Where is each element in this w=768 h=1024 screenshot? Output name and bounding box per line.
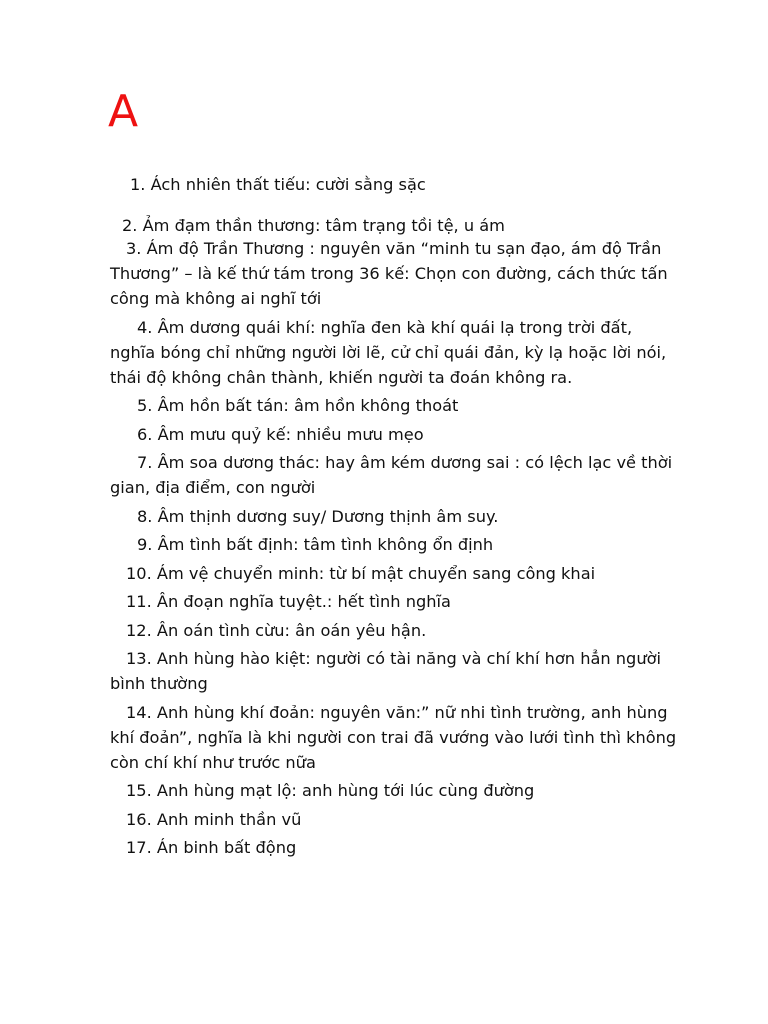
- list-item-number: 1.: [130, 175, 146, 194]
- list-item-text: Ám độ Trần Thương : nguyên văn “minh tu sạn đạo, ám độ Trần Thương” – là kế thứ tám trong 36 kế: Chọn con đường, cách thức tấn công mà không ai nghĩ tới: [110, 239, 668, 308]
- list-item-number: 15.: [126, 781, 152, 800]
- list-item-number: 5.: [137, 396, 153, 415]
- list-item: [110, 835, 680, 860]
- list-item-text: Âm dương quái khí: nghĩa đen kà khí quái lạ trong trời đất, nghĩa bóng chỉ những người lời lẽ, cử chỉ quái đản, kỳ lạ hoặc lời nói, thái độ không chân thành, khiến người ta đoán không ra.: [110, 317, 667, 387]
- list-item-number: 16.: [126, 809, 152, 829]
- list-item-number: 7.: [137, 453, 153, 472]
- idiom-list: [110, 172, 680, 864]
- list-item-text: Âm hồn bất tán: âm hồn không thoát: [157, 396, 459, 415]
- list-item: [110, 504, 680, 529]
- list-item: [110, 532, 680, 557]
- list-item-number: 17.: [126, 838, 152, 857]
- list-item-text: Ảm đạm thần thương: tâm trạng tồi tệ, u ám: [142, 216, 505, 235]
- list-item-number: 12.: [126, 620, 152, 640]
- list-item: [110, 589, 680, 614]
- list-item: [110, 646, 680, 696]
- list-item-text: Anh hùng mạt lộ: anh hùng tới lúc cùng đường: [156, 781, 535, 800]
- list-item: [110, 393, 680, 418]
- list-item: [110, 172, 680, 197]
- list-item-text: Âm tình bất định: tâm tình không ổn định: [157, 535, 494, 554]
- list-item: [110, 807, 680, 832]
- list-item: [110, 700, 680, 775]
- list-item: [110, 778, 680, 803]
- list-item-number: 8.: [137, 506, 153, 526]
- list-item-number: 11.: [126, 592, 152, 611]
- list-item-text: Âm mưu quỷ kế: nhiều mưu mẹo: [157, 424, 424, 444]
- list-item-text: Ám vệ chuyển minh: từ bí mật chuyển sang công khai: [156, 563, 596, 583]
- list-item-text: Ách nhiên thất tiếu: cười sằng sặc: [150, 175, 426, 194]
- list-item-number: 13.: [126, 649, 152, 668]
- list-item: [110, 422, 680, 447]
- list-item: [110, 236, 680, 311]
- list-item-text: Âm thịnh dương suy/ Dương thịnh âm suy.: [157, 506, 499, 526]
- list-item-number: 3.: [126, 239, 142, 258]
- list-item-text: Anh minh thần vũ: [156, 809, 302, 829]
- list-item-number: 4.: [137, 317, 153, 337]
- list-item-text: Âm soa dương thác: hay âm kém dương sai : có lệch lạc về thời gian, địa điểm, con người: [110, 453, 673, 497]
- list-item-text: Anh hùng khí đoản: nguyên văn:” nữ nhi tình trường, anh hùng khí đoản”, nghĩa là khi người con trai đã vướng vào lưới tình thì không còn chí khí như trước nữa: [110, 702, 677, 772]
- list-item-text: Án binh bất động: [156, 838, 297, 857]
- section-heading: A: [108, 86, 139, 137]
- list-item-number: 9.: [137, 535, 153, 554]
- list-item-text: Anh hùng hào kiệt: người có tài năng và chí khí hơn hẳn người bình thường: [110, 649, 661, 693]
- list-item: [110, 561, 680, 586]
- list-item-number: 14.: [126, 702, 152, 722]
- list-item: [110, 618, 680, 643]
- list-item-text: Ân đoạn nghĩa tuyệt.: hết tình nghĩa: [156, 592, 451, 611]
- list-item: [110, 450, 680, 500]
- list-item-number: 6.: [137, 424, 153, 444]
- list-item-text: Ân oán tình cừu: ân oán yêu hận.: [156, 620, 427, 640]
- list-item: [110, 315, 680, 390]
- list-item-number: 2.: [122, 216, 138, 235]
- list-item: [110, 213, 680, 238]
- list-item-number: 10.: [126, 563, 152, 583]
